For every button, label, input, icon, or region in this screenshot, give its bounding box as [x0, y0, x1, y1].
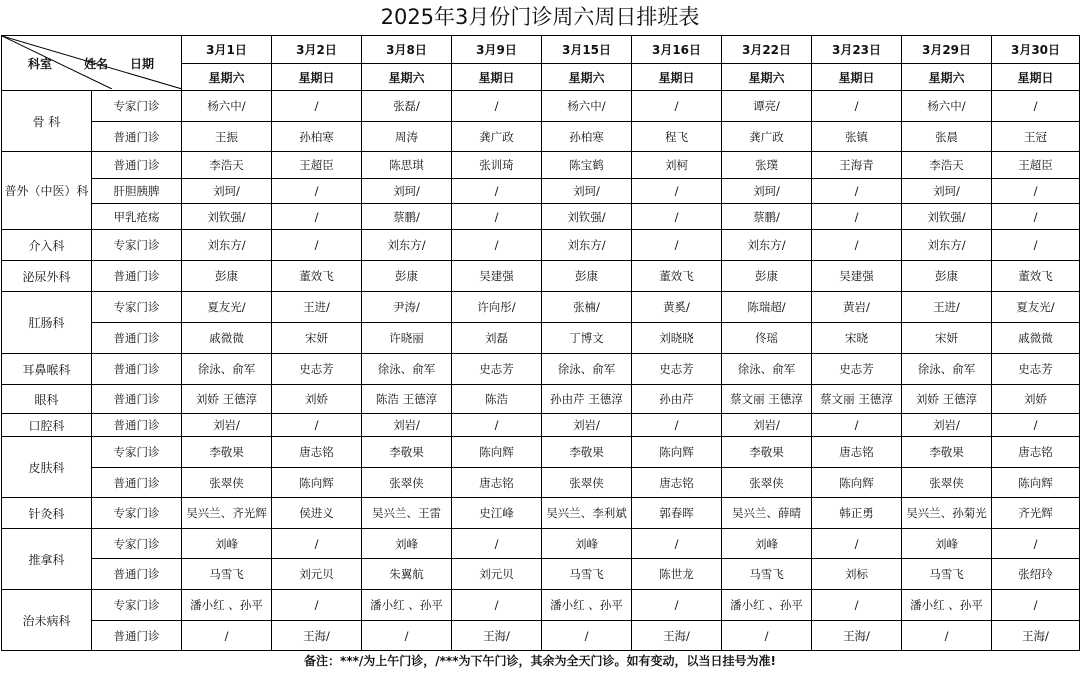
- schedule-cell: 马雪飞: [722, 559, 812, 590]
- schedule-cell: 刘岩/: [362, 414, 452, 437]
- schedule-cell: 马雪飞: [902, 559, 992, 590]
- schedule-cell: 张翠侠: [182, 468, 272, 498]
- clinic-type: 普通门诊: [92, 414, 182, 437]
- date-header: 3月2日: [272, 36, 362, 64]
- schedule-cell: 尹涛/: [362, 292, 452, 323]
- schedule-cell: 董效飞: [632, 261, 722, 292]
- table-row: [2, 590, 1080, 621]
- schedule-cell: 刘钦强/: [542, 204, 632, 230]
- clinic-type: 专家门诊: [92, 590, 182, 621]
- schedule-cell: 徐泳、俞军: [902, 354, 992, 385]
- schedule-cell: 刘东方/: [722, 230, 812, 261]
- schedule-cell: 刘峰: [542, 529, 632, 559]
- footer-note: 备注：***/为上午门诊，/***为下午门诊，其余为全天门诊。如有变动，以当日挂号为准!: [304, 654, 776, 668]
- schedule-cell: 吴兴兰、孙菊光: [902, 498, 992, 529]
- schedule-cell: /: [812, 179, 902, 204]
- schedule-cell: 程飞: [632, 122, 722, 152]
- table-row: [2, 498, 1080, 529]
- department-name: 普外（中医）科: [2, 152, 92, 230]
- date-header: 3月22日: [722, 36, 812, 64]
- weekday-header: 星期六: [902, 64, 992, 91]
- schedule-cell: /: [452, 204, 542, 230]
- department-name: 口腔科: [2, 414, 92, 437]
- schedule-cell: 刘珂/: [182, 179, 272, 204]
- weekday-header: 星期六: [362, 64, 452, 91]
- schedule-cell: 谭亮/: [722, 91, 812, 122]
- clinic-type: 普通门诊: [92, 152, 182, 179]
- corner-label-dept: 科室: [28, 57, 53, 71]
- schedule-cell: 刘峰: [902, 529, 992, 559]
- schedule-cell: /: [272, 590, 362, 621]
- schedule-cell: 史志芳: [812, 354, 902, 385]
- schedule-cell: 侯进义: [272, 498, 362, 529]
- schedule-cell: 李浩天: [902, 152, 992, 179]
- schedule-cell: 李浩天: [182, 152, 272, 179]
- weekday-header: 星期六: [722, 64, 812, 91]
- table-row: [2, 529, 1080, 559]
- schedule-cell: /: [812, 230, 902, 261]
- schedule-cell: 蔡鹏/: [722, 204, 812, 230]
- schedule-cell: 潘小红 、孙平: [182, 590, 272, 621]
- schedule-cell: 彭康: [362, 261, 452, 292]
- schedule-cell: 徐泳、俞军: [182, 354, 272, 385]
- department-name: 针灸科: [2, 498, 92, 529]
- schedule-cell: 李敬果: [362, 437, 452, 468]
- schedule-cell: 刘东方/: [182, 230, 272, 261]
- schedule-cell: 刘娇: [272, 385, 362, 414]
- schedule-cell: /: [632, 414, 722, 437]
- schedule-cell: 黄岩/: [812, 292, 902, 323]
- date-header: 3月8日: [362, 36, 452, 64]
- schedule-cell: /: [812, 91, 902, 122]
- schedule-cell: 张绍玲: [992, 559, 1080, 590]
- schedule-cell: 刘岩/: [542, 414, 632, 437]
- schedule-cell: /: [632, 590, 722, 621]
- schedule-table: [1, 35, 1080, 651]
- schedule-cell: 徐泳、俞军: [362, 354, 452, 385]
- schedule-cell: 戚微微: [182, 323, 272, 354]
- table-row: [2, 230, 1080, 261]
- clinic-type: 普通门诊: [92, 468, 182, 498]
- clinic-type: 普通门诊: [92, 323, 182, 354]
- department-name: 骨 科: [2, 91, 92, 152]
- schedule-cell: 龚广政: [452, 122, 542, 152]
- weekday-header: 星期六: [182, 64, 272, 91]
- department-name: 肛肠科: [2, 292, 92, 354]
- clinic-type: 普通门诊: [92, 354, 182, 385]
- table-row: [2, 414, 1080, 437]
- schedule-cell: 潘小红 、孙平: [902, 590, 992, 621]
- table-row: [2, 152, 1080, 179]
- schedule-cell: 陈向辉: [272, 468, 362, 498]
- schedule-cell: /: [272, 91, 362, 122]
- schedule-cell: 孙柏寒: [542, 122, 632, 152]
- schedule-cell: 史志芳: [992, 354, 1080, 385]
- schedule-cell: /: [452, 179, 542, 204]
- department-name: 治未病科: [2, 590, 92, 651]
- clinic-type: 专家门诊: [92, 529, 182, 559]
- schedule-cell: 刘岩/: [722, 414, 812, 437]
- department-name: 皮肤科: [2, 437, 92, 498]
- schedule-cell: 潘小红 、孙平: [722, 590, 812, 621]
- schedule-cell: 郭春晖: [632, 498, 722, 529]
- schedule-cell: 陈瑞超/: [722, 292, 812, 323]
- schedule-cell: /: [272, 204, 362, 230]
- schedule-cell: 王进/: [902, 292, 992, 323]
- schedule-cell: 张楠/: [542, 292, 632, 323]
- schedule-cell: 刘岩/: [182, 414, 272, 437]
- schedule-cell: /: [362, 621, 452, 651]
- schedule-cell: 刘晓晓: [632, 323, 722, 354]
- schedule-cell: 董效飞: [272, 261, 362, 292]
- schedule-cell: 史江峰: [452, 498, 542, 529]
- schedule-cell: 宋妍: [272, 323, 362, 354]
- schedule-cell: 夏友光/: [182, 292, 272, 323]
- schedule-cell: 徐泳、俞军: [722, 354, 812, 385]
- schedule-cell: 李敬果: [542, 437, 632, 468]
- schedule-cell: 唐志铭: [992, 437, 1080, 468]
- table-row: [2, 437, 1080, 468]
- clinic-type: 普通门诊: [92, 122, 182, 152]
- schedule-cell: 王海/: [632, 621, 722, 651]
- weekday-header: 星期日: [452, 64, 542, 91]
- schedule-cell: 陈宝鹤: [542, 152, 632, 179]
- schedule-cell: /: [632, 529, 722, 559]
- date-header: 3月15日: [542, 36, 632, 64]
- schedule-cell: 马雪飞: [182, 559, 272, 590]
- schedule-cell: 许晓丽: [362, 323, 452, 354]
- schedule-cell: 王海/: [272, 621, 362, 651]
- table-row: [2, 559, 1080, 590]
- schedule-cell: 夏友光/: [992, 292, 1080, 323]
- corner-label-date: 日期: [130, 57, 155, 71]
- schedule-cell: 吴兴兰、薛晴: [722, 498, 812, 529]
- clinic-type: 普通门诊: [92, 385, 182, 414]
- schedule-cell: 韩正勇: [812, 498, 902, 529]
- schedule-cell: 丁博文: [542, 323, 632, 354]
- clinic-type: 甲乳疮疡: [92, 204, 182, 230]
- schedule-cell: 史志芳: [272, 354, 362, 385]
- schedule-cell: 张磊/: [362, 91, 452, 122]
- schedule-cell: 张璞: [722, 152, 812, 179]
- schedule-cell: 吴建强: [812, 261, 902, 292]
- schedule-cell: 马雪飞: [542, 559, 632, 590]
- schedule-cell: 李敬果: [722, 437, 812, 468]
- clinic-type: 普通门诊: [92, 261, 182, 292]
- table-row: [2, 292, 1080, 323]
- schedule-cell: /: [272, 529, 362, 559]
- schedule-cell: 彭康: [182, 261, 272, 292]
- schedule-cell: 陈思琪: [362, 152, 452, 179]
- schedule-cell: 朱翼航: [362, 559, 452, 590]
- header-corner-cell: [2, 36, 182, 91]
- schedule-cell: 刘磊: [452, 323, 542, 354]
- date-header: 3月9日: [452, 36, 542, 64]
- schedule-cell: 李敬果: [182, 437, 272, 468]
- schedule-cell: 刘岩/: [902, 414, 992, 437]
- table-row: [2, 261, 1080, 292]
- schedule-cell: 刘珂/: [722, 179, 812, 204]
- schedule-cell: 彭康: [542, 261, 632, 292]
- schedule-cell: 张翠侠: [722, 468, 812, 498]
- schedule-cell: 杨六中/: [902, 91, 992, 122]
- schedule-cell: /: [812, 204, 902, 230]
- schedule-cell: 潘小红 、孙平: [362, 590, 452, 621]
- table-row: [2, 621, 1080, 651]
- schedule-cell: /: [452, 529, 542, 559]
- schedule-cell: 蔡文丽 王德淳: [812, 385, 902, 414]
- schedule-cell: 宋晓: [812, 323, 902, 354]
- table-row: [2, 91, 1080, 122]
- department-name: 耳鼻喉科: [2, 354, 92, 385]
- schedule-cell: 刘东方/: [542, 230, 632, 261]
- schedule-cell: 刘元贝: [452, 559, 542, 590]
- schedule-cell: 张翠侠: [542, 468, 632, 498]
- schedule-cell: 孙由芹 王德淳: [542, 385, 632, 414]
- clinic-type: 普通门诊: [92, 559, 182, 590]
- schedule-cell: /: [182, 621, 272, 651]
- schedule-cell: 陈浩 王德淳: [362, 385, 452, 414]
- schedule-cell: 王振: [182, 122, 272, 152]
- clinic-type: 肝胆胰脾: [92, 179, 182, 204]
- clinic-type: 专家门诊: [92, 91, 182, 122]
- schedule-cell: 杨六中/: [182, 91, 272, 122]
- table-row: [2, 122, 1080, 152]
- page-title: 2025年3月份门诊周六周日排班表: [380, 5, 700, 29]
- schedule-cell: 黄奚/: [632, 292, 722, 323]
- schedule-cell: /: [992, 230, 1080, 261]
- schedule-cell: 刘东方/: [362, 230, 452, 261]
- schedule-cell: 唐志铭: [452, 468, 542, 498]
- schedule-cell: 许向彤/: [452, 292, 542, 323]
- schedule-cell: /: [992, 91, 1080, 122]
- schedule-cell: /: [722, 621, 812, 651]
- clinic-type: 专家门诊: [92, 292, 182, 323]
- schedule-cell: 张训琦: [452, 152, 542, 179]
- schedule-cell: 陈向辉: [452, 437, 542, 468]
- schedule-cell: 刘标: [812, 559, 902, 590]
- schedule-cell: 彭康: [902, 261, 992, 292]
- schedule-cell: 王进/: [272, 292, 362, 323]
- schedule-cell: /: [992, 204, 1080, 230]
- schedule-cell: /: [272, 414, 362, 437]
- schedule-cell: 张镇: [812, 122, 902, 152]
- schedule-cell: 刘珂/: [902, 179, 992, 204]
- date-header: 3月23日: [812, 36, 902, 64]
- schedule-cell: 徐泳、俞军: [542, 354, 632, 385]
- schedule-cell: 陈向辉: [992, 468, 1080, 498]
- schedule-cell: 刘娇 王德淳: [182, 385, 272, 414]
- schedule-cell: 周涛: [362, 122, 452, 152]
- schedule-cell: /: [992, 179, 1080, 204]
- department-name: 介入科: [2, 230, 92, 261]
- table-row: [2, 354, 1080, 385]
- date-header: 3月29日: [902, 36, 992, 64]
- schedule-cell: 吴兴兰、王雷: [362, 498, 452, 529]
- schedule-cell: 唐志铭: [272, 437, 362, 468]
- schedule-cell: /: [992, 590, 1080, 621]
- date-header: 3月30日: [992, 36, 1080, 64]
- schedule-cell: /: [272, 179, 362, 204]
- table-row: [2, 468, 1080, 498]
- schedule-cell: 张翠侠: [902, 468, 992, 498]
- table-row: [2, 385, 1080, 414]
- schedule-cell: /: [812, 414, 902, 437]
- schedule-cell: /: [812, 529, 902, 559]
- department-name: 推拿科: [2, 529, 92, 590]
- weekday-header: 星期日: [632, 64, 722, 91]
- schedule-cell: /: [632, 91, 722, 122]
- schedule-cell: 戚微微: [992, 323, 1080, 354]
- schedule-cell: /: [632, 230, 722, 261]
- schedule-cell: 刘柯: [632, 152, 722, 179]
- date-header: 3月16日: [632, 36, 722, 64]
- schedule-cell: /: [452, 91, 542, 122]
- schedule-cell: /: [902, 621, 992, 651]
- schedule-cell: 吴建强: [452, 261, 542, 292]
- schedule-cell: 刘峰: [362, 529, 452, 559]
- schedule-cell: 王超臣: [272, 152, 362, 179]
- weekday-header: 星期日: [992, 64, 1080, 91]
- schedule-cell: 陈向辉: [812, 468, 902, 498]
- schedule-cell: 刘娇 王德淳: [902, 385, 992, 414]
- schedule-cell: 孙由芹: [632, 385, 722, 414]
- schedule-cell: 刘钦强/: [902, 204, 992, 230]
- clinic-type: 专家门诊: [92, 498, 182, 529]
- date-header: 3月1日: [182, 36, 272, 64]
- schedule-cell: 王海青: [812, 152, 902, 179]
- schedule-cell: /: [272, 230, 362, 261]
- clinic-type: 普通门诊: [92, 621, 182, 651]
- schedule-cell: 王冠: [992, 122, 1080, 152]
- weekday-header: 星期日: [812, 64, 902, 91]
- schedule-cell: 彭康: [722, 261, 812, 292]
- schedule-cell: 王海/: [992, 621, 1080, 651]
- schedule-cell: /: [632, 179, 722, 204]
- schedule-cell: 蔡文丽 王德淳: [722, 385, 812, 414]
- schedule-cell: /: [452, 414, 542, 437]
- schedule-cell: 齐光辉: [992, 498, 1080, 529]
- schedule-cell: /: [632, 204, 722, 230]
- schedule-cell: 龚广政: [722, 122, 812, 152]
- schedule-cell: 刘娇: [992, 385, 1080, 414]
- schedule-cell: 吴兴兰、李利斌: [542, 498, 632, 529]
- schedule-cell: 吴兴兰、齐光辉: [182, 498, 272, 529]
- schedule-cell: 陈世龙: [632, 559, 722, 590]
- schedule-cell: 唐志铭: [632, 468, 722, 498]
- clinic-type: 专家门诊: [92, 437, 182, 468]
- schedule-cell: 王海/: [812, 621, 902, 651]
- schedule-cell: 刘钦强/: [182, 204, 272, 230]
- schedule-cell: 张晨: [902, 122, 992, 152]
- schedule-cell: 王超臣: [992, 152, 1080, 179]
- schedule-cell: 刘珂/: [542, 179, 632, 204]
- schedule-cell: 董效飞: [992, 261, 1080, 292]
- schedule-cell: 史志芳: [452, 354, 542, 385]
- schedule-cell: 唐志铭: [812, 437, 902, 468]
- schedule-cell: 刘峰: [182, 529, 272, 559]
- schedule-cell: 孙柏寒: [272, 122, 362, 152]
- schedule-cell: 刘元贝: [272, 559, 362, 590]
- schedule-cell: 刘峰: [722, 529, 812, 559]
- schedule-cell: /: [542, 621, 632, 651]
- schedule-cell: 王海/: [452, 621, 542, 651]
- weekday-header: 星期六: [542, 64, 632, 91]
- schedule-cell: /: [992, 414, 1080, 437]
- schedule-cell: /: [992, 529, 1080, 559]
- schedule-cell: 杨六中/: [542, 91, 632, 122]
- schedule-cell: 潘小红 、孙平: [542, 590, 632, 621]
- table-row: [2, 323, 1080, 354]
- schedule-cell: 张翠侠: [362, 468, 452, 498]
- corner-label-name: 姓名: [84, 57, 109, 71]
- schedule-cell: 陈浩: [452, 385, 542, 414]
- schedule-cell: 蔡鹏/: [362, 204, 452, 230]
- schedule-cell: /: [452, 590, 542, 621]
- schedule-cell: 刘珂/: [362, 179, 452, 204]
- table-row: [2, 179, 1080, 204]
- weekday-header: 星期日: [272, 64, 362, 91]
- schedule-cell: /: [812, 590, 902, 621]
- table-row: [2, 204, 1080, 230]
- clinic-type: 专家门诊: [92, 230, 182, 261]
- schedule-cell: 史志芳: [632, 354, 722, 385]
- department-name: 泌尿外科: [2, 261, 92, 292]
- schedule-cell: 宋妍: [902, 323, 992, 354]
- schedule-cell: /: [452, 230, 542, 261]
- schedule-cell: 李敬果: [902, 437, 992, 468]
- schedule-cell: 刘东方/: [902, 230, 992, 261]
- schedule-cell: 佟瑶: [722, 323, 812, 354]
- department-name: 眼科: [2, 385, 92, 414]
- schedule-cell: 陈向辉: [632, 437, 722, 468]
